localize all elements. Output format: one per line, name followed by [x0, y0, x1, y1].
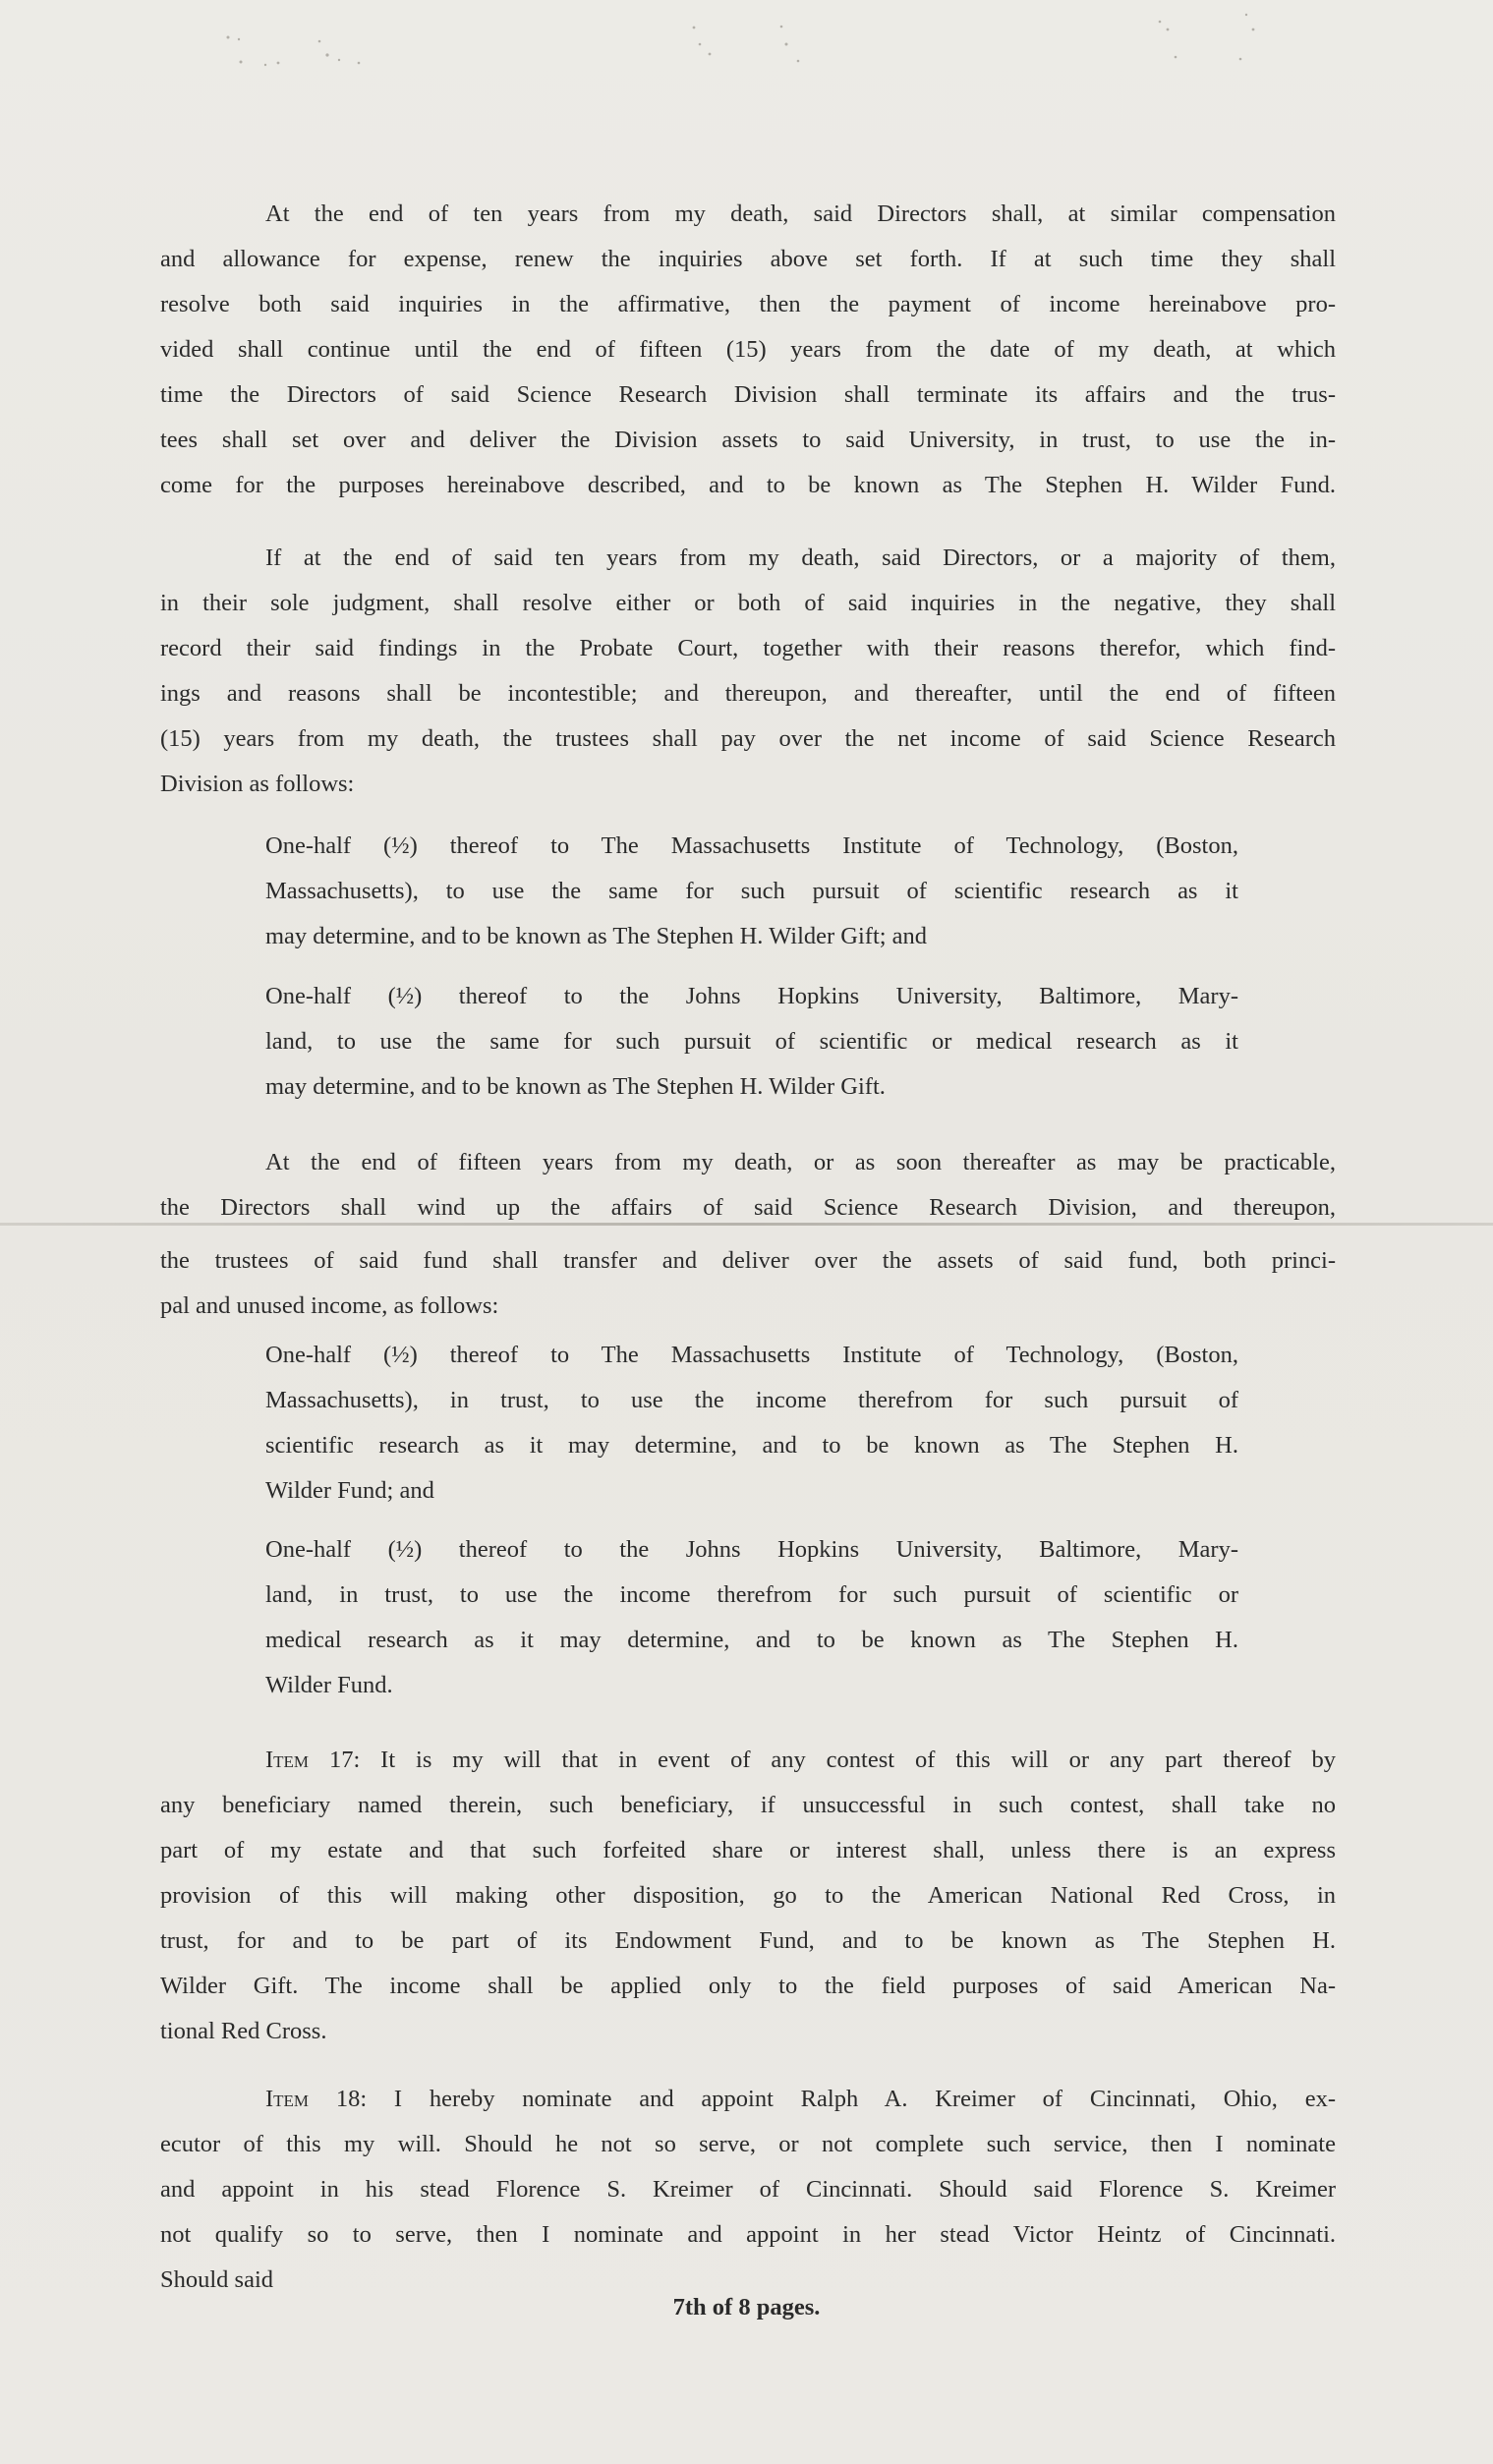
text-line: may determine, and to be known as The Stephen H. Wilder Gift. — [265, 1073, 886, 1100]
text-line: part of my estate and that such forfeited share or interest shall, unless there is an express — [160, 1837, 1336, 1863]
item-label: Item 17: — [265, 1747, 361, 1773]
text-line: trust, for and to be part of its Endowment Fund, and to be known as The Stephen H. — [160, 1927, 1336, 1954]
text-line: Division as follows: — [160, 771, 355, 797]
text-line: One-half (½) thereof to the Johns Hopkins University, Baltimore, Mary- — [265, 983, 1238, 1009]
clause-johns-hopkins-fund — [265, 1527, 1238, 1708]
text-line: One-half (½) thereof to the Johns Hopkins University, Baltimore, Mary- — [265, 1536, 1238, 1563]
paper-specks-decoration — [0, 0, 1493, 88]
text-line: scientific research as it may determine, and to be known as The Stephen H. — [265, 1432, 1238, 1459]
text-line: time the Directors of said Science Research Division shall terminate its affairs and the trus- — [160, 381, 1336, 408]
item-17-contest-clause — [160, 1738, 1336, 2054]
text-line: One-half (½) thereof to The Massachusetts Institute of Technology, (Boston, — [265, 1342, 1238, 1368]
text-line: provision of this will making other disposition, go to the American National Red Cross, in — [160, 1882, 1336, 1909]
paragraph-ten-years-inquiries — [160, 192, 1336, 508]
text-line: not qualify so to serve, then I nominate and appoint in her stead Victor Heintz of Cincinnati. — [160, 2221, 1336, 2248]
text-line: Wilder Fund; and — [265, 1477, 434, 1504]
text-line: (15) years from my death, the trustees shall pay over the net income of said Science Research — [160, 725, 1336, 752]
text-line: If at the end of said ten years from my death, said Directors, or a majority of them, — [265, 544, 1336, 571]
text-line: the Directors shall wind up the affairs of said Science Research Division, and thereupon, — [160, 1194, 1336, 1221]
text-line: land, in trust, to use the income therefrom for such pursuit of scientific or — [265, 1581, 1238, 1608]
item-text: I hereby nominate and appoint Ralph A. Kreimer of Cincinnati, Ohio, ex- — [367, 2086, 1336, 2112]
page-number-footer: 7th of 8 pages. — [672, 2294, 821, 2321]
clause-mit-fund — [265, 1333, 1238, 1514]
item-18-executor-clause — [160, 2077, 1336, 2303]
text-line — [160, 1738, 1336, 1783]
text-line: record their said findings in the Probate Court, together with their reasons therefor, which find- — [160, 635, 1336, 661]
text-line: resolve both said inquiries in the affirmative, then the payment of income hereinabove pro- — [160, 291, 1336, 317]
item-text: It is my will that in event of any contest of this will or any part thereof by — [360, 1747, 1336, 1773]
text-line: Massachusetts), to use the same for such pursuit of scientific research as it — [265, 878, 1238, 904]
clause-mit-gift — [265, 824, 1238, 959]
text-line: tional Red Cross. — [160, 2018, 327, 2044]
text-line: At the end of fifteen years from my death, or as soon thereafter as may be practicable, — [265, 1149, 1336, 1175]
text-line: One-half (½) thereof to The Massachusetts Institute of Technology, (Boston, — [265, 832, 1238, 859]
text-line: Should said — [160, 2266, 274, 2293]
item-label: Item 18: — [265, 2086, 368, 2112]
paragraph-fifteen-years-wind-up — [160, 1140, 1336, 1329]
text-line: ings and reasons shall be incontestible; and thereupon, and thereafter, until the end of fifteen — [160, 680, 1336, 707]
text-line: come for the purposes hereinabove described, and to be known as The Stephen H. Wilder Fund. — [160, 472, 1336, 498]
text-line: Massachusetts), in trust, to use the income therefrom for such pursuit of — [265, 1387, 1238, 1413]
text-line: ecutor of this my will. Should he not so serve, or not complete such service, then I nominate — [160, 2131, 1336, 2157]
text-line: vided shall continue until the end of fifteen (15) years from the date of my death, at which — [160, 336, 1336, 363]
text-line: in their sole judgment, shall resolve either or both of said inquiries in the negative, they shall — [160, 590, 1336, 616]
text-line: tees shall set over and deliver the Division assets to said University, in trust, to use the in- — [160, 427, 1336, 453]
text-line: and appoint in his stead Florence S. Kreimer of Cincinnati. Should said Florence S. Kreimer — [160, 2176, 1336, 2203]
text-line: medical research as it may determine, and to be known as The Stephen H. — [265, 1627, 1238, 1653]
text-line: Wilder Gift. The income shall be applied only to the field purposes of said American Na- — [160, 1973, 1336, 1999]
text-line: At the end of ten years from my death, said Directors shall, at similar compensation — [265, 201, 1336, 227]
clause-johns-hopkins-gift — [265, 974, 1238, 1110]
paragraph-negative-findings — [160, 536, 1336, 807]
text-line: land, to use the same for such pursuit of scientific or medical research as it — [265, 1028, 1238, 1055]
text-line — [160, 2077, 1336, 2122]
text-line: the trustees of said fund shall transfer and deliver over the assets of said fund, both princi- — [160, 1247, 1336, 1274]
text-line: may determine, and to be known as The Stephen H. Wilder Gift; and — [265, 923, 928, 949]
text-line: any beneficiary named therein, such beneficiary, if unsuccessful in such contest, shall take no — [160, 1792, 1336, 1818]
text-line: pal and unused income, as follows: — [160, 1292, 499, 1319]
text-line: and allowance for expense, renew the inquiries above set forth. If at such time they shall — [160, 246, 1336, 272]
text-line: Wilder Fund. — [265, 1672, 393, 1698]
